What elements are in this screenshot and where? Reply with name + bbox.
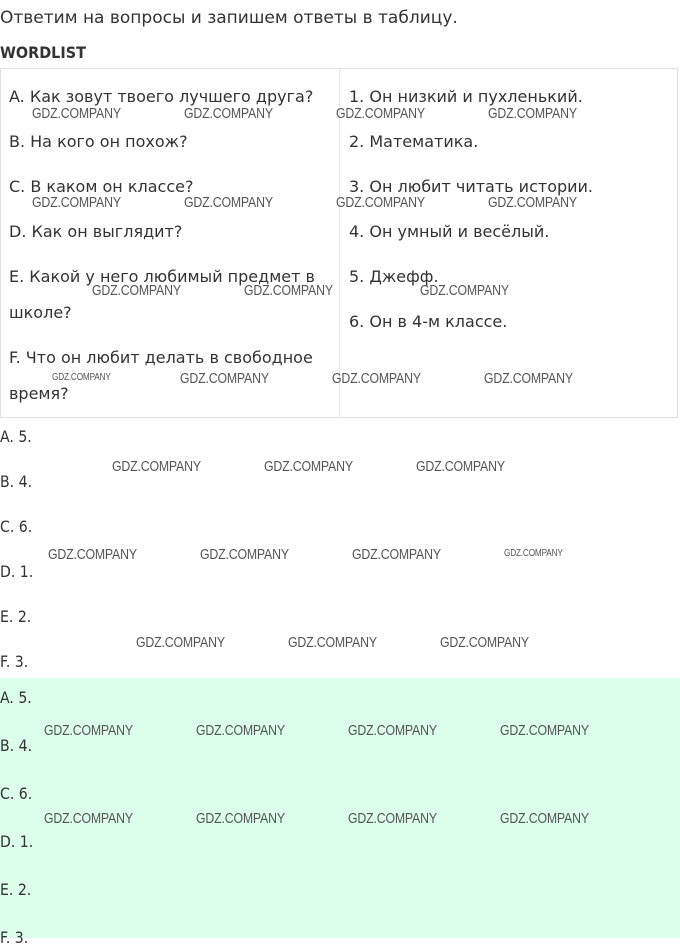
watermark: GDZ.COMPANY [488, 194, 577, 211]
watermark: GDZ.COMPANY [500, 722, 589, 739]
watermark: GDZ.COMPANY [52, 372, 111, 383]
highlighted-answer-f: F. 3. [0, 928, 29, 947]
highlighted-answers [0, 678, 680, 947]
watermark: GDZ.COMPANY [348, 722, 437, 739]
watermark: GDZ.COMPANY [420, 282, 509, 299]
wordlist-title: WORDLIST [0, 43, 86, 62]
watermark: GDZ.COMPANY [184, 194, 273, 211]
watermark: GDZ.COMPANY [348, 810, 437, 827]
watermark: GDZ.COMPANY [440, 634, 529, 651]
question-f-line2: время? [9, 384, 69, 403]
plain-answer-f: F. 3. [0, 652, 29, 671]
watermark: GDZ.COMPANY [336, 105, 425, 122]
answer-3: 3. Он любит читать истории. [349, 177, 594, 196]
watermark: GDZ.COMPANY [196, 810, 285, 827]
highlighted-answer-a: A. 5. [0, 688, 32, 707]
highlighted-answer-b: B. 4. [0, 736, 33, 755]
watermark: GDZ.COMPANY [484, 370, 573, 387]
watermark: GDZ.COMPANY [416, 458, 505, 475]
watermark: GDZ.COMPANY [288, 634, 377, 651]
watermark: GDZ.COMPANY [32, 105, 121, 122]
highlighted-answer-c: C. 6. [0, 784, 33, 803]
highlighted-answer-d: D. 1. [0, 832, 34, 851]
watermark: GDZ.COMPANY [500, 810, 589, 827]
watermark: GDZ.COMPANY [44, 722, 133, 739]
plain-answer-e: E. 2. [0, 607, 32, 626]
watermark: GDZ.COMPANY [332, 370, 421, 387]
answer-1: 1. Он низкий и пухленький. [349, 87, 583, 106]
watermark: GDZ.COMPANY [44, 810, 133, 827]
plain-answer-d: D. 1. [0, 562, 34, 581]
watermark: GDZ.COMPANY [200, 546, 289, 563]
watermark: GDZ.COMPANY [352, 546, 441, 563]
question-a: A. Как зовут твоего лучшего друга? [9, 87, 314, 106]
highlighted-answer-e: E. 2. [0, 880, 32, 899]
watermark: GDZ.COMPANY [184, 105, 273, 122]
watermark: GDZ.COMPANY [48, 546, 137, 563]
question-b: B. На кого он похож? [9, 132, 188, 151]
watermark: GDZ.COMPANY [196, 722, 285, 739]
answer-6: 6. Он в 4-м классе. [349, 312, 508, 331]
question-c: C. В каком он классе? [9, 177, 194, 196]
plain-answer-b: B. 4. [0, 472, 33, 491]
watermark: GDZ.COMPANY [504, 548, 563, 559]
answer-4: 4. Он умный и весёлый. [349, 222, 550, 241]
watermark: GDZ.COMPANY [180, 370, 269, 387]
question-e-line1: E. Какой у него любимый предмет в [9, 267, 315, 286]
question-e-line2: школе? [9, 303, 72, 322]
watermark: GDZ.COMPANY [244, 282, 333, 299]
watermark: GDZ.COMPANY [264, 458, 353, 475]
watermark: GDZ.COMPANY [488, 105, 577, 122]
plain-answer-c: C. 6. [0, 517, 33, 536]
answer-5: 5. Джефф. [349, 267, 439, 286]
plain-answer-a: A. 5. [0, 427, 32, 446]
question-f-line1: F. Что он любит делать в свободное [9, 348, 313, 367]
intro-text: Ответим на вопросы и запишем ответы в таблицу. [0, 8, 458, 28]
watermark: GDZ.COMPANY [112, 458, 201, 475]
question-d: D. Как он выглядит? [9, 222, 183, 241]
watermark: GDZ.COMPANY [336, 194, 425, 211]
answer-2: 2. Математика. [349, 132, 479, 151]
watermark: GDZ.COMPANY [32, 194, 121, 211]
watermark: GDZ.COMPANY [92, 282, 181, 299]
watermark: GDZ.COMPANY [136, 634, 225, 651]
